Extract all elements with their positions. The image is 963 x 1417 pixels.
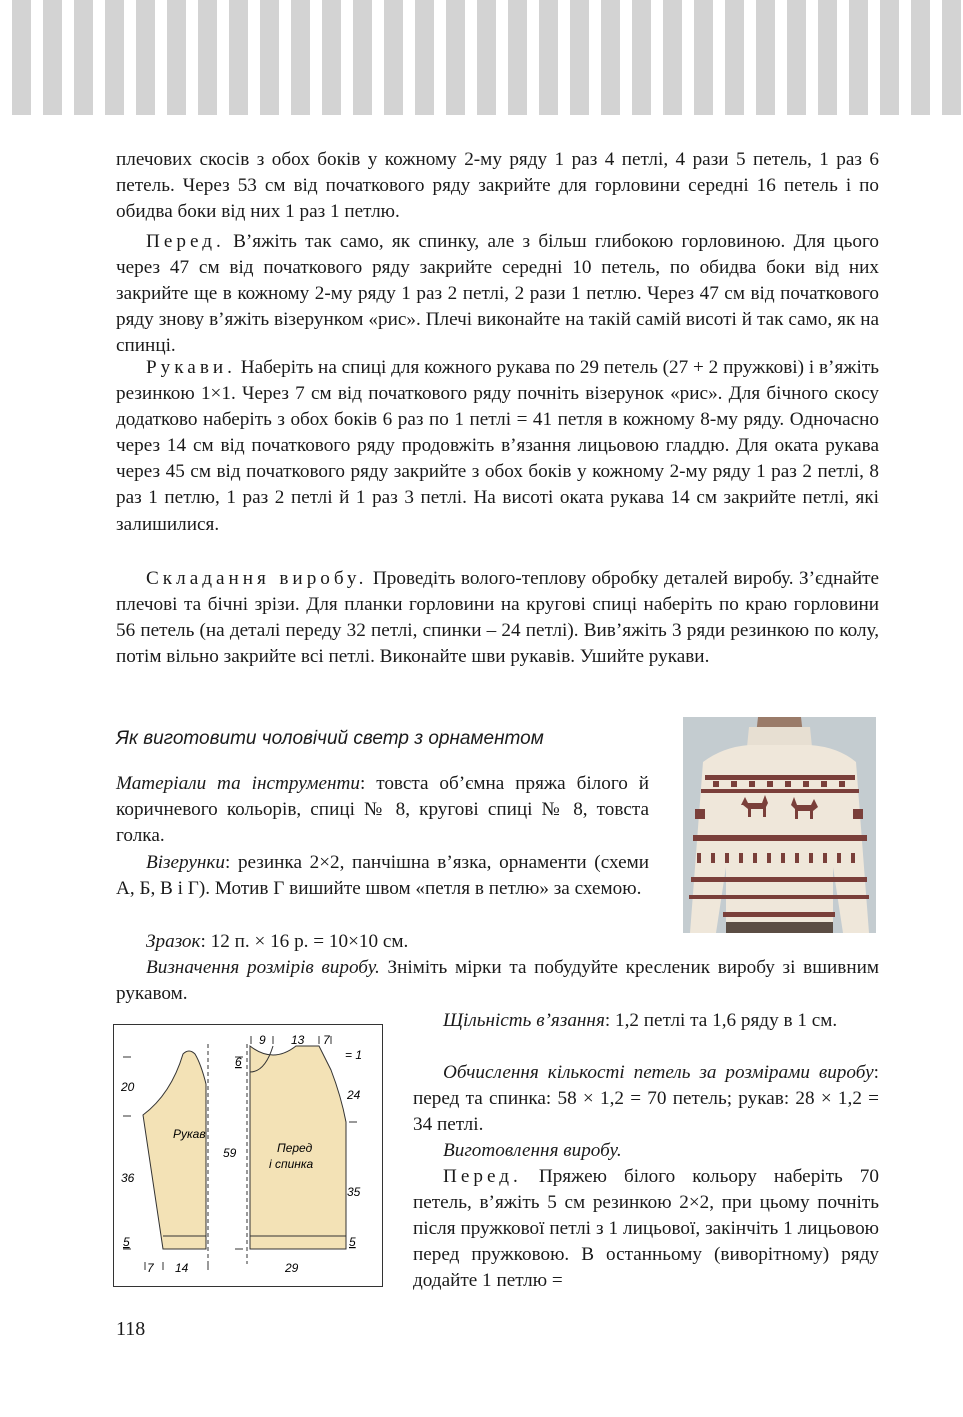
paragraph-text: Пряжею білого кольору наберіть 70 петель, в’яжіть 5 см резинкою 2×2, при цьому почніть після пружкової петлі з 1 лицьової, закінчіть 1 лицьовою перед пружковою. В останньому (виворітному) ряду додайте 1 петлю = bbox=[413, 1166, 879, 1292]
dim-36: 36 bbox=[121, 1171, 135, 1185]
paragraph-sample bbox=[116, 929, 649, 955]
sweater-illustration bbox=[683, 717, 876, 933]
paragraph-assembly bbox=[116, 566, 879, 670]
body-label-line1: Перед bbox=[277, 1141, 313, 1155]
paragraph-text: : 1,2 петлі та 1,6 ряду в 1 см. bbox=[604, 1010, 838, 1031]
dim-14: 14 bbox=[175, 1261, 189, 1275]
paragraph-patterns bbox=[116, 850, 649, 902]
dim-13: 13 bbox=[291, 1033, 305, 1047]
term-label: Виготовлення виробу. bbox=[443, 1140, 622, 1161]
paragraph-materials bbox=[116, 771, 649, 849]
pattern-diagram bbox=[113, 1024, 383, 1287]
page-number: 118 bbox=[116, 1318, 146, 1340]
dim-7-bottom: 7 bbox=[147, 1261, 154, 1275]
section-label: Складання виробу. bbox=[146, 568, 368, 589]
section-label: Перед. bbox=[146, 231, 225, 252]
paragraph-text: Зніміть мірки та побудуйте кресленик виробу зі вшивним рукавом. bbox=[116, 957, 879, 1005]
paragraph-text: : перед та спинка: 58 × 1,2 = 70 петель; рукав: 28 × 1,2 = 34 петлі. bbox=[413, 1062, 879, 1136]
section-label: Перед. bbox=[443, 1166, 522, 1187]
dim-24: 24 bbox=[347, 1088, 361, 1102]
dim-20: 20 bbox=[121, 1080, 135, 1094]
section-label: Рукави. bbox=[146, 357, 236, 378]
sleeve-label: Рукав bbox=[173, 1127, 206, 1141]
paragraph-sizes bbox=[116, 955, 879, 1007]
dim-7-top: 7 bbox=[323, 1033, 330, 1047]
paragraph-text: Наберіть на спиці для кожного рукава по 29 петель (27 + 2 пружкові) і в’яжіть резинкою 1×1. Через 7 см від початкового ряду почніть візерунок «рис». Для бічного скосу додатково наберіть з обох боків 6 раз по 1 петлі = 41 петля в кожному 8-му ряду. Одночасно через 14 см від початкового ряду продовжіть в’язання лицьовою гладдю. Для оката рукава через 45 см від початкового ряду закрийте з обох боків у кожному 2-му ряду 1 раз 2 петлі, 8 раз 1 петлю, 1 раз 2 петлі й 1 раз 3 петлі. На висоті оката рукава 14 см закрийте петлі, які залишилися. bbox=[116, 357, 879, 535]
term-label: Щільність в’язання bbox=[443, 1010, 605, 1031]
dim-1: = 1 bbox=[345, 1048, 363, 1062]
paragraph-sleeves bbox=[116, 355, 879, 538]
pattern-drawing bbox=[113, 1024, 383, 1287]
paragraph-text: : товста об’ємна пряжа білого й коричневого кольорів, спиці № 8, кругові спиці № 8, товста голка. bbox=[116, 773, 649, 847]
header-stripes bbox=[0, 0, 963, 115]
dim-5-left: 5 bbox=[123, 1235, 130, 1249]
paragraph-text: плечових скосів з обох боків у кожному 2-му ряду 1 раз 4 петлі, 4 рази 5 петель, 1 раз 6 петель. Через 53 см від початкового ряду закрийте для горловини середні 16 петель і по обидва боки від них 1 раз 1 петлю. bbox=[116, 149, 879, 223]
paragraph-text: Проведіть волого-теплову обробку деталей виробу. З’єднайте плечові та бічні зрізи. Для планки горловини на кругові спиці наберіть по краю горловини 56 петель (на деталі переду 32 петлі, спинки – 24 петлі). Вив’яжіть 3 ряди резинкою по колу, потім вільно закрийте всі петлі. Виконайте шви рукавів. Ушийте рукави. bbox=[116, 568, 879, 668]
dim-6: 6 bbox=[235, 1055, 242, 1069]
dim-29: 29 bbox=[285, 1261, 299, 1275]
term-label: Обчислення кількості петель за розмірами виробу bbox=[443, 1062, 874, 1083]
paragraph-density bbox=[413, 1008, 879, 1034]
sweater-photo bbox=[683, 717, 876, 933]
paragraph-text: : 12 п. × 16 р. = 10×10 см. bbox=[200, 931, 409, 952]
paragraph-front bbox=[116, 229, 879, 359]
term-label: Визначення розмірів виробу. bbox=[146, 957, 380, 978]
paragraph-calculation bbox=[413, 1060, 879, 1138]
paragraph-text: : резинка 2×2, панчішна в’язка, орнаменти (схеми А, Б, В і Г). Мотив Г вишийте швом «петля в петлю» за схемою. bbox=[116, 852, 649, 900]
term-label: Зразок bbox=[146, 931, 201, 952]
paragraph-shoulders bbox=[116, 147, 879, 225]
dim-59: 59 bbox=[223, 1146, 237, 1160]
dim-35: 35 bbox=[347, 1185, 361, 1199]
section-heading: Як виготовити чоловічий светр з орнаментом bbox=[116, 728, 544, 749]
paragraph-text: В’яжіть так само, як спинку, але з більш глибокою горловиною. Для цього через 47 см від початкового ряду закрийте середні 10 петель, по обидва боки від них закрийте ще в кожному 2-му ряду 1 раз 2 петлі, 2 рази 1 петлю. Через 47 см від початкового ряду знову в’яжіть візерунком «рис». Плечі виконайте на такій самій висоті й так само, як на спинці. bbox=[116, 231, 879, 357]
dim-5-right: 5 bbox=[349, 1235, 356, 1249]
body-label-line2: і спинка bbox=[269, 1157, 314, 1171]
paragraph-making bbox=[413, 1138, 879, 1164]
dim-9: 9 bbox=[259, 1033, 266, 1047]
term-label: Візерунки bbox=[146, 852, 225, 873]
paragraph-front-knit bbox=[413, 1164, 879, 1294]
term-label: Матеріали та інструменти bbox=[116, 773, 360, 794]
